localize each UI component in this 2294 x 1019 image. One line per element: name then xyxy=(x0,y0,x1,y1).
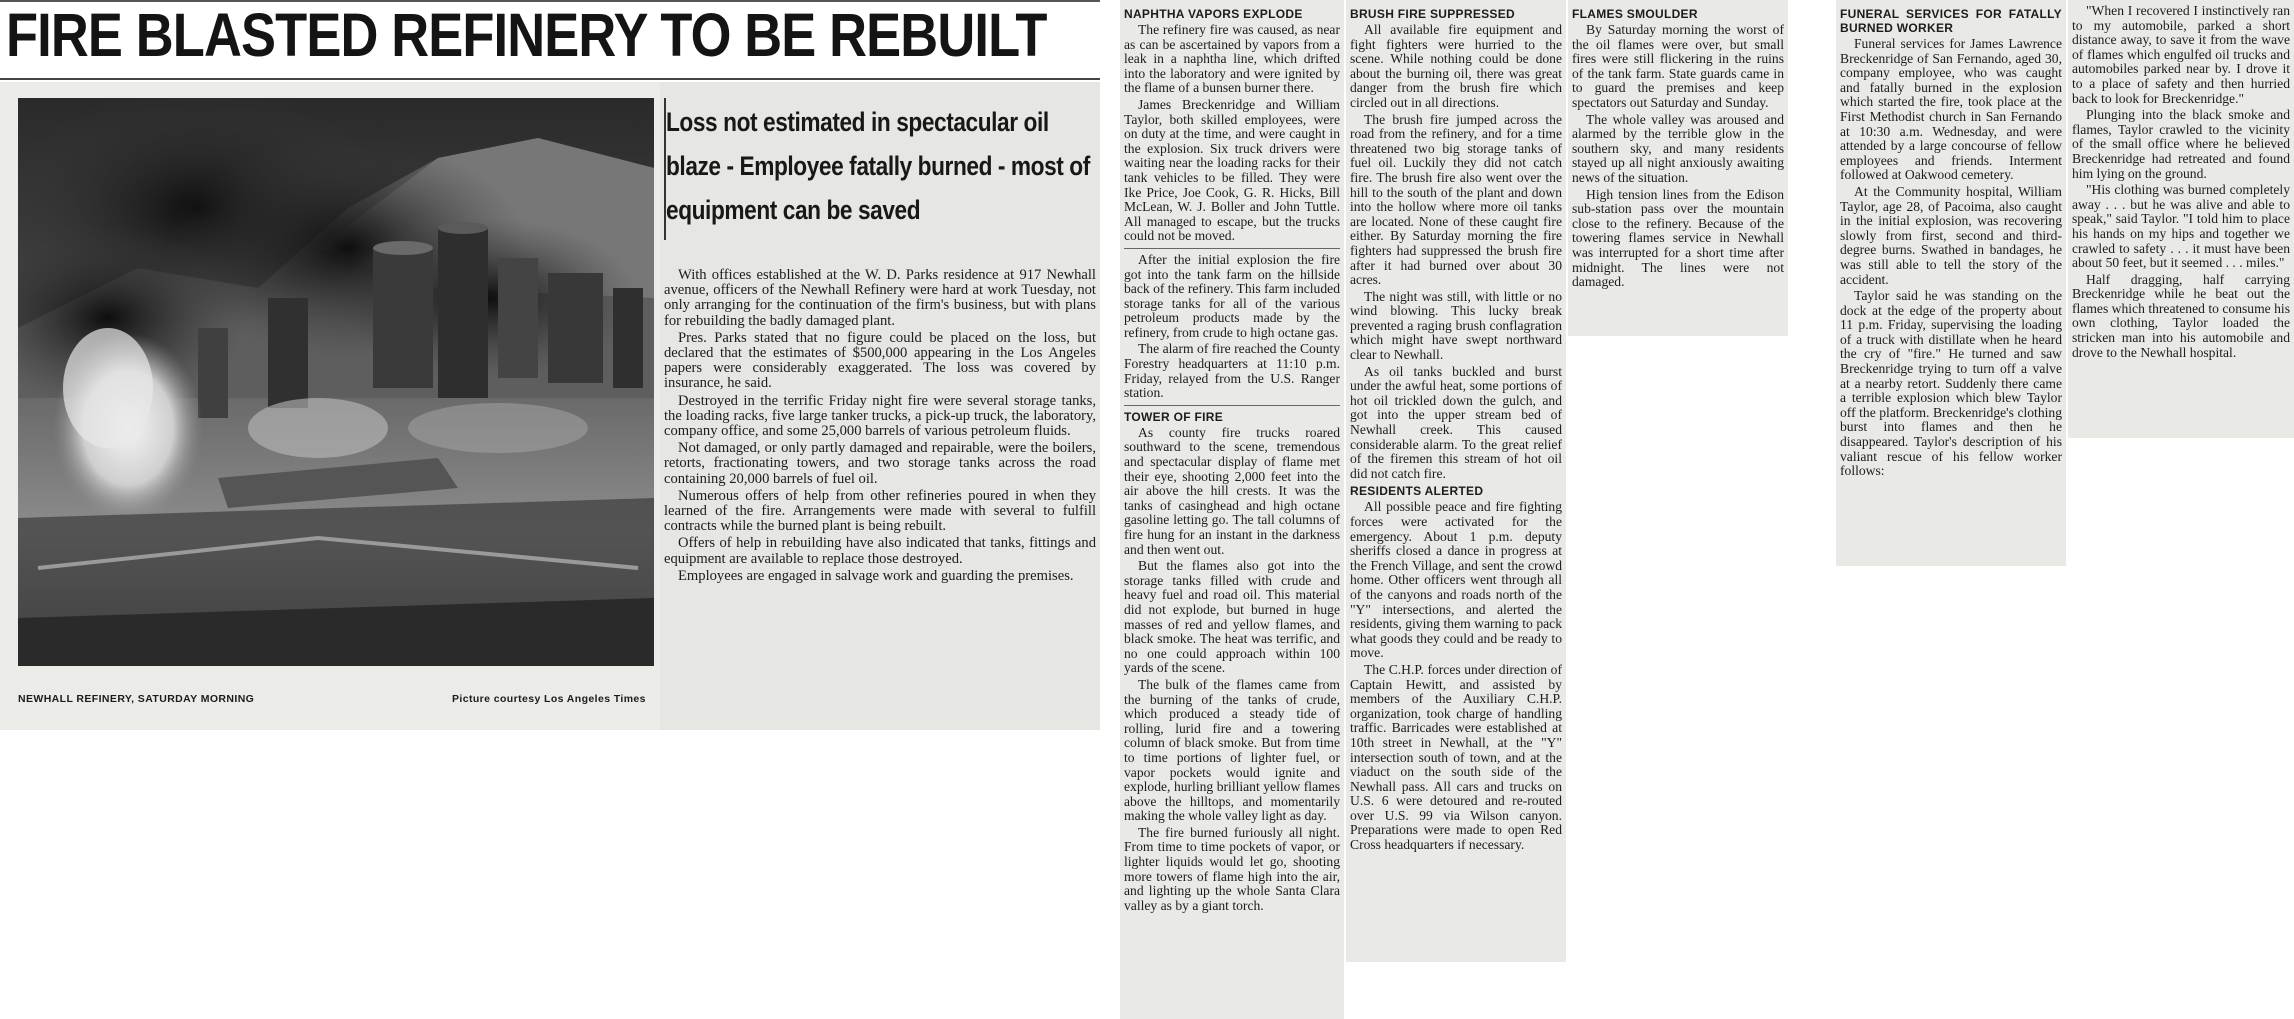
naphtha-paragraph: James Breckenridge and William Taylor, both skilled employees, were on duty at the time, and were caught in the explosion. Six truck drivers were waiting near the loading racks for their tank vehicles to be filled. They were Ike Price, Joe Cook, G. R. Hicks, Bill McLean, W. J. Boller and John Tuttle. All managed to escape, but the trucks could not be moved. xyxy=(1124,96,1340,244)
column-divider xyxy=(1124,248,1340,249)
funeral-paragraph: Taylor said he was standing on the dock at the edge of the property about 11 p.m. Friday, supervising the loading of a truck with distillate when he heard the cry of "fire." He turned and saw Breckenridge trying to turn off a valve at a nearby retort. Suddenly there came a terrible explosion which blew Taylor off the platform. Breckenridge's clothing burst into flames and then he disappeared. Taylor's description of his valiant rescue of his fellow worker follows: xyxy=(1840,288,2062,479)
tower-paragraph: As county fire trucks roared southward to the scene, tremendous and spectacular display of flame met their eye, shooting 2,000 feet into the air above the hill crests. It was the tanks of casinghead and high octane gasoline letting go. The tall columns of fire hung for an instant in the darkness and then went out. xyxy=(1124,424,1340,557)
taylor-paragraph: "When I recovered I instinctively ran to my automobile, parked a short distance away, to save it from the wave of flames which engulfed oil trucks and automobiles parked near by. I drove it to a place of safety and then hurried back to look for Breckenridge." xyxy=(2072,4,2290,106)
smoulder-paragraph: The whole valley was aroused and alarmed by the terrible glow in the southern sky, and many residents stayed up all night anxiously awaiting news of the situation. xyxy=(1572,111,1784,185)
smoulder-heading: FLAMES SMOULDER xyxy=(1572,7,1698,21)
refinery-photo xyxy=(18,98,654,666)
main-paragraph: Numerous offers of help from other refineries poured in when they learned of the fire. Arrangements were made with several to fulfill contracts while the burned plant is being rebuilt. xyxy=(664,487,1096,535)
brush-heading: BRUSH FIRE SUPPRESSED xyxy=(1350,7,1515,21)
main-paragraph: Employees are engaged in salvage work and guarding the premises. xyxy=(678,567,1074,584)
main-paragraph: Offers of help in rebuilding have also indicated that tanks, fittings and equipment are available to replace those destroyed. xyxy=(664,535,1096,567)
main-paragraph: Not damaged, or only partly damaged and repairable, were the boilers, retorts, fractionating towers, and two storage tanks across the road containing 20,000 barrels of fuel oil. xyxy=(664,440,1096,487)
tank-farm-paragraph: The alarm of fire reached the County Forestry headquarters at 11:10 p.m. Friday, relayed from the U.S. Ranger station. xyxy=(1124,341,1340,401)
headline-rule-bottom xyxy=(0,78,1100,80)
main-paragraph: Destroyed in the terrific Friday night fire were several storage tanks, the loading racks, five large tanker trucks, a pick-up truck, the laboratory, company office, and some 25,000 barrels of various petroleum fluids. xyxy=(664,392,1096,440)
brush-paragraph: The night was still, with little or no wind blowing. This lucky break prevented a raging brush conflagration which might have swept northward clear to Newhall. xyxy=(1350,288,1562,363)
smoulder-column xyxy=(1572,4,1784,334)
taylor-column xyxy=(2072,4,2290,436)
brush-column xyxy=(1350,4,1562,960)
main-paragraph: Pres. Parks stated that no figure could be placed on the loss, but declared that the estimates of $500,000 appearing in the Los Angeles papers were considerably exaggerated. The loss was covered by insurance, he said. xyxy=(664,329,1096,392)
funeral-column xyxy=(1840,4,2062,564)
column-clipping-brush xyxy=(1346,0,1566,962)
residents-paragraph: All possible peace and fire fighting forces were activated for the emergency. About 1 p.m. deputy sheriffs closed a dance in progress at the French Village, and sent the crowd home. Other officers went through all of the canyons and roads north of the "Y" intersections, and alerted the residents, giving them warning to pack what goods they could and be ready to move. xyxy=(1350,499,1562,661)
column-clipping-taylor xyxy=(2068,0,2294,438)
column-clipping-naphtha xyxy=(1120,0,1344,1019)
subheadline-deck: Loss not estimated in spectacular oil blaze - Employee fatally burned - most of equipment can be saved xyxy=(666,107,1090,225)
residents-paragraph: The C.H.P. forces under direction of Captain Hewitt, and assisted by members of the Auxiliary C.H.P. organization, took charge of handling traffic. Barricades were established at 10th street in Newhall, at the "Y" intersection south of town, and at the viaduct on the south side of the Newhall pass. All cars and trucks on U.S. 6 were detoured and re-routed over U.S. 99 via Wilson canyon. Preparations were made to open Red Cross headquarters if necessary. xyxy=(1350,661,1562,853)
funeral-paragraph: At the Community hospital, William Taylor, age 28, of Pacoima, also caught in the initial explosion, was recovering slowly from first, second and third-degree burns. Swathed in bandages, he was still able to tell the story of the accident. xyxy=(1840,183,2062,287)
tower-paragraph: The fire burned furiously all night. From time to time pockets of vapor, or lighter liquids would let go, shooting more towers of flame high into the air, and lighting up the whole Santa Clara valley as by a giant torch. xyxy=(1124,824,1340,913)
brush-paragraph: As oil tanks buckled and burst under the awful heat, some portions of hot oil trickled down the gulch, and got into the upper stream bed of Newhall creek. This caused considerable alarm. To the great relief of the firemen this stream of hot oil did not catch fire. xyxy=(1350,363,1562,481)
column-clipping-funeral xyxy=(1836,0,2066,566)
photo-caption: NEWHALL REFINERY, SATURDAY MORNING xyxy=(18,693,255,705)
tower-heading: TOWER OF FIRE xyxy=(1124,409,1224,424)
funeral-paragraph: Funeral services for James Lawrence Breckenridge of San Fernando, aged 30, company employee, who was caught and fatally burned in the explosion which started the fire, took place at the First Methodist church in San Fernando at 10:30 a.m. Wednesday, and were attended by a large concourse of fellow employees and friends. Interment followed at Oakwood cemetery. xyxy=(1840,36,2062,183)
brush-paragraph: The brush fire jumped across the road from the refinery, and for a time threatened two big storage tanks of fuel oil. Luckily they did not catch fire. The brush fire also went over the hill to the south of the plant and down into the hollow where more oil tanks are located. None of these caught fire either. By Saturday morning the fire fighters had suppressed the brush fire after it had burned over about 30 acres. xyxy=(1350,111,1562,288)
brush-paragraph: All available fire equipment and fight fighters were hurried to the scene. While nothing could be done about the burning oil, there was great danger from the brush fire which circled out in all directions. xyxy=(1350,22,1562,110)
main-story xyxy=(664,268,1096,730)
naphtha-column xyxy=(1124,4,1340,1016)
taylor-paragraph: Plunging into the black smoke and flames, Taylor crawled to the vicinity of the small office where he believed Breckenridge had retreated and found him lying on the ground. xyxy=(2072,107,2290,181)
tower-paragraph: But the flames also got into the storage tanks filled with crude and heavy fuel and road oil. This material did not explode, but burned in huge masses of red and yellow flames, and black smoke. The heat was terrific, and no one could approach within 100 yards of the scene. xyxy=(1124,558,1340,676)
headline: FIRE BLASTED REFINERY TO BE REBUILT xyxy=(6,1,1047,69)
photo-credit: Picture courtesy Los Angeles Times xyxy=(452,693,646,705)
main-clipping xyxy=(0,0,1100,730)
refinery-fire-image xyxy=(18,98,654,666)
main-paragraph: With offices established at the W. D. Parks residence at 917 Newhall avenue, officers of the Newhall Refinery were hard at work Tuesday, not only arranging for the continuation of the firm's business, but with plans for rebuilding the badly damaged plant. xyxy=(664,268,1096,329)
tank-farm-paragraph: After the initial explosion the fire got into the tank farm on the hillside back of the refinery. This farm included storage tanks for all of the various petroleum products made by the refinery, from crude to high octane gas. xyxy=(1124,251,1340,340)
smoulder-paragraph: High tension lines from the Edison sub-station pass over the mountain close to the refinery. Because of the towering flames service in Newhall was interrupted for a short time after midnight. The lines were not damaged. xyxy=(1572,186,1784,290)
naphtha-heading: NAPHTHA VAPORS EXPLODE xyxy=(1124,7,1303,21)
smoulder-paragraph: By Saturday morning the worst of the oil flames were over, but small fires were still flickering in the ruins of the tank farm. State guards came in to guard the premises and keep spectators out Saturday and Sunday. xyxy=(1572,22,1784,110)
column-divider xyxy=(1124,405,1340,406)
naphtha-paragraph: The refinery fire was caused, as near as can be ascertained by vapors from a leak in a naphtha line, which drifted into the laboratory and were ignited by the flame of a bunsen burner there. xyxy=(1124,22,1340,96)
residents-heading: RESIDENTS ALERTED xyxy=(1350,484,1484,499)
taylor-paragraph: Half dragging, half carrying Breckenridge while he beat out the flames which threatened to consume his own clothing, Taylor loaded the stricken man into his automobile and drove to the Newhall hospital. xyxy=(2072,271,2290,360)
taylor-paragraph: "His clothing was burned completely away . . . but he was alive and able to speak," said Taylor. "I told him to place his hands on my hips and together we crawled to safety . . . it must have been about 50 feet, but it seemed . . . miles." xyxy=(2072,182,2290,271)
tower-paragraph: The bulk of the flames came from the burning of the tanks of crude, which produced a steady tide of rolling, lurid fire and a towering column of black smoke. But from time to time portions of lighter fuel, or vapor pockets would ignite and explode, hurling brilliant yellow flames above the hilltops, and momentarily making the whole valley light as day. xyxy=(1124,676,1340,824)
column-clipping-smoulder xyxy=(1568,0,1788,336)
funeral-heading: FUNERAL SERVICES FOR FATALLY BURNED WORKER xyxy=(1840,7,2062,35)
